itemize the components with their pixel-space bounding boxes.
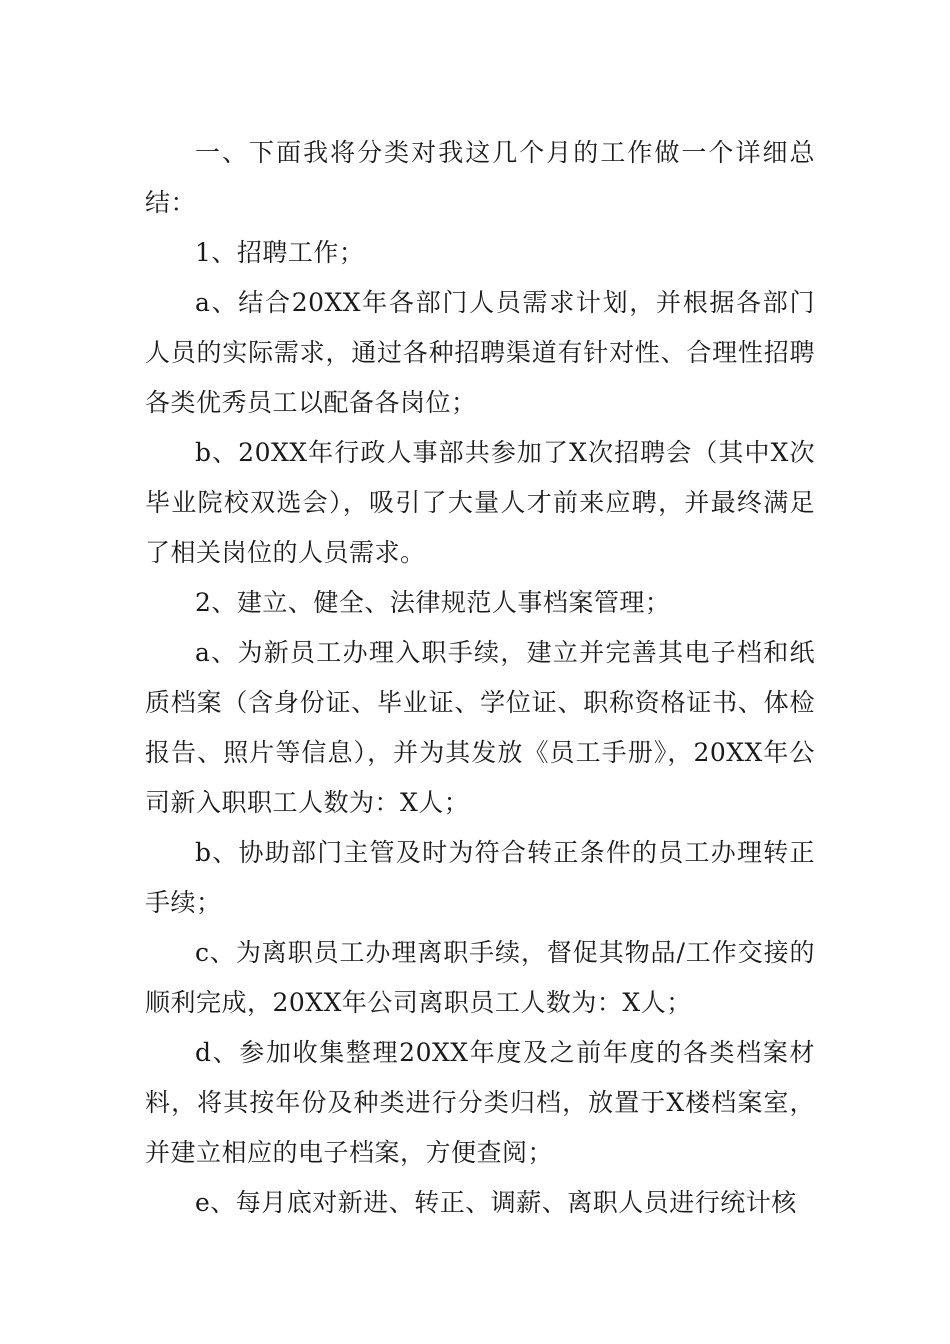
paragraph: a、结合20XX年各部门人员需求计划，并根据各部门人员的实际需求，通过各种招聘渠道有针对性、合理性招聘各类优秀员工以配备各岗位；: [145, 288, 815, 417]
subsection-heading-recruitment: 1、招聘工作；: [195, 238, 365, 267]
section-heading: 一、下面我将分类对我这几个月的工作做一个详细总结：: [145, 138, 815, 217]
paragraph: d、参加收集整理20XX年度及之前年度的各类档案材料，将其按年份及种类进行分类归档，放置于X楼档案室，并建立相应的电子档案，方便查阅；: [145, 1038, 815, 1167]
paragraph: c、为离职员工办理离职手续，督促其物品/工作交接的顺利完成，20XX年公司离职员工人数为：X人；: [145, 938, 815, 1017]
paragraph: b、协助部门主管及时为符合转正条件的员工办理转正手续；: [145, 838, 815, 917]
paragraph: b、20XX年行政人事部共参加了X次招聘会（其中X次毕业院校双选会），吸引了大量人才前来应聘，并最终满足了相关岗位的人员需求。: [145, 438, 815, 567]
document-body: [145, 128, 815, 1228]
paragraph: e、每月底对新进、转正、调薪、离职人员进行统计核: [195, 1188, 797, 1217]
subsection-heading-archives: 2、建立、健全、法律规范人事档案管理；: [195, 588, 671, 617]
paragraph: a、为新员工办理入职手续，建立并完善其电子档和纸质档案（含身份证、毕业证、学位证、职称资格证书、体检报告、照片等信息），并为其发放《员工手册》，20XX年公司新入职职工人数为：X人；: [145, 638, 815, 817]
